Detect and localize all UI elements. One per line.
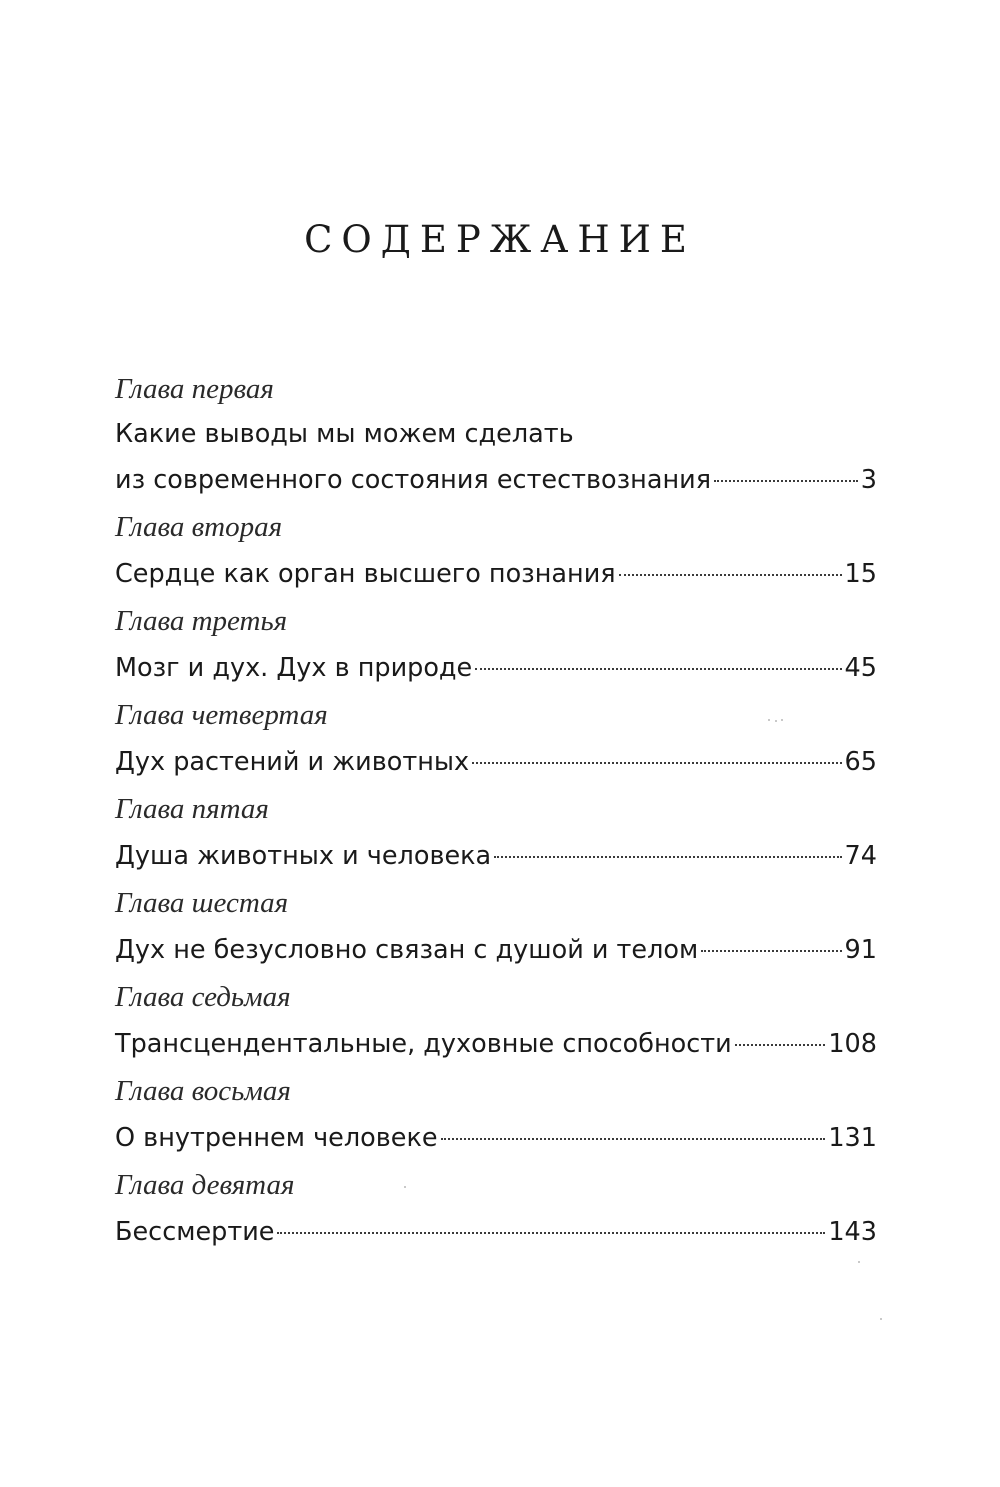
- chapter-label: Глава четвертая: [115, 699, 328, 731]
- chapter-label: Глава восьмая: [115, 1075, 291, 1107]
- page-number: 3: [860, 465, 877, 495]
- chapter-title: Трансцендентальные, духовные способности: [115, 1029, 732, 1059]
- page-number: 143: [828, 1217, 877, 1247]
- page-number: 45: [844, 653, 877, 683]
- toc-entry[interactable]: [115, 1208, 877, 1256]
- dot-leader: [277, 1232, 825, 1234]
- dot-leader: [619, 574, 842, 576]
- print-speck: [880, 1318, 882, 1320]
- toc-chapter-9: [115, 1163, 877, 1256]
- toc-entry[interactable]: [115, 738, 877, 786]
- page-number: 91: [844, 935, 877, 965]
- print-speck: [768, 719, 770, 721]
- table-of-contents: [115, 367, 877, 1257]
- print-speck: [404, 1186, 406, 1188]
- chapter-title: Сердце как орган высшего познания: [115, 559, 616, 589]
- chapter-title-line: Какие выводы мы можем сделать: [115, 419, 574, 449]
- chapter-title: Душа животных и человека: [115, 841, 492, 871]
- page-title: СОДЕРЖАНИЕ: [304, 218, 696, 261]
- toc-entry[interactable]: [115, 550, 877, 598]
- chapter-label: Глава шестая: [115, 887, 289, 919]
- toc-chapter-5: [115, 787, 877, 880]
- dot-leader: [472, 762, 841, 764]
- toc-entry[interactable]: [115, 926, 877, 974]
- toc-chapter-7: [115, 975, 877, 1068]
- toc-chapter-6: [115, 881, 877, 974]
- dot-leader: [714, 480, 858, 482]
- toc-entry[interactable]: [115, 644, 877, 692]
- page-number: 65: [844, 747, 877, 777]
- dot-leader: [475, 668, 841, 670]
- page-number: 131: [828, 1123, 877, 1153]
- page-number: 74: [844, 841, 877, 871]
- dot-leader: [701, 950, 841, 952]
- toc-entry[interactable]: [115, 832, 877, 880]
- toc-chapter-4: [115, 693, 877, 786]
- toc-chapter-3: [115, 599, 877, 692]
- chapter-title: О внутреннем человеке: [115, 1123, 438, 1153]
- chapter-label: Глава третья: [115, 605, 288, 637]
- chapter-label: Глава первая: [115, 373, 274, 405]
- toc-entry[interactable]: [115, 1114, 877, 1162]
- chapter-title: Мозг и дух. Дух в природе: [115, 653, 473, 683]
- toc-chapter-8: [115, 1069, 877, 1162]
- chapter-title: Дух не безусловно связан с душой и телом: [115, 935, 699, 965]
- chapter-label: Глава вторая: [115, 511, 283, 543]
- chapter-label: Глава седьмая: [115, 981, 291, 1013]
- page-number: 108: [828, 1029, 877, 1059]
- chapter-title: из современного состояния естествознания: [115, 465, 712, 495]
- chapter-label: Глава девятая: [115, 1169, 295, 1201]
- print-speck: [775, 720, 777, 722]
- dot-leader: [441, 1138, 826, 1140]
- dot-leader: [735, 1044, 826, 1046]
- chapter-title: Бессмертие: [115, 1217, 275, 1247]
- chapter-title: Дух растений и животных: [115, 747, 470, 777]
- toc-entry[interactable]: [115, 1020, 877, 1068]
- toc-chapter-2: [115, 505, 877, 598]
- print-speck: [781, 719, 783, 721]
- dot-leader: [494, 856, 841, 858]
- chapter-label: Глава пятая: [115, 793, 269, 825]
- toc-entry[interactable]: [115, 456, 877, 504]
- page-number: 15: [844, 559, 877, 589]
- toc-chapter-1: [115, 367, 877, 504]
- print-speck: [858, 1261, 860, 1263]
